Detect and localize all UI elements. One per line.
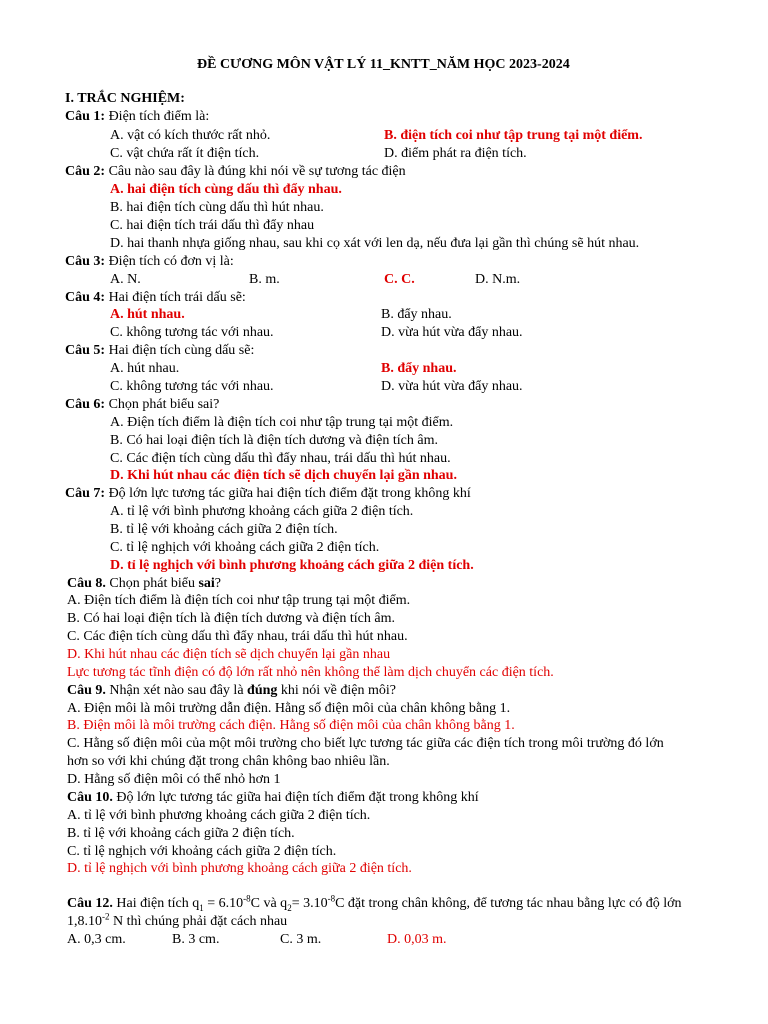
question-label: Câu 12. xyxy=(67,896,113,911)
question-text: Chọn phát biểu sai? xyxy=(105,397,220,412)
question-label: Câu 1: xyxy=(65,109,106,124)
question-label: Câu 2: xyxy=(65,164,106,179)
question-text: Nhận xét nào sau đây là xyxy=(105,683,248,698)
document-title: ĐỀ CƯƠNG MÔN VẬT LÝ 11_KNTT_NĂM HỌC 2023-2024 xyxy=(197,57,570,72)
section-heading: I. TRẮC NGHIỆM: xyxy=(65,91,185,106)
q1-option-d: D. điểm phát ra điện tích. xyxy=(384,146,527,161)
q5-option-a: A. hút nhau. xyxy=(110,361,180,376)
q3-option-a: A. N. xyxy=(110,272,141,287)
superscript: -8 xyxy=(327,893,336,904)
question-text: 1,8.10 xyxy=(67,914,102,929)
question-text: C và q xyxy=(250,896,288,911)
q8-option-a: A. Điện tích điểm là điện tích coi như tập trung tại một điểm. xyxy=(67,593,411,608)
question-text: Hai điện tích cùng dấu sẽ: xyxy=(105,343,255,358)
question-label: Câu 4: xyxy=(65,290,106,305)
superscript: -8 xyxy=(243,893,251,904)
q8-option-d: D. Khi hút nhau các điện tích sẽ dịch chuyển lại gần nhau xyxy=(67,647,391,662)
q4-option-b: B. đẩy nhau. xyxy=(381,307,452,322)
question-text: Điện tích có đơn vị là: xyxy=(105,254,234,269)
q7-option-a: A. tỉ lệ với bình phương khoảng cách giữa 2 điện tích. xyxy=(110,504,414,519)
q9-option-d: D. Hằng số điện môi có thể nhỏ hơn 1 xyxy=(67,772,281,787)
q3-option-c: C. C. xyxy=(384,272,415,287)
q4-option-a: A. hút nhau. xyxy=(110,307,185,322)
q10-option-b: B. tỉ lệ với khoảng cách giữa 2 điện tích. xyxy=(67,826,295,841)
question-label: Câu 6: xyxy=(65,397,106,412)
question-text: N thì chúng phải đặt cách nhau xyxy=(109,914,288,929)
q7-option-b: B. tỉ lệ với khoảng cách giữa 2 điện tích. xyxy=(110,522,338,537)
superscript: -2 xyxy=(102,911,110,922)
q7-option-d: D. tỉ lệ nghịch với bình phương khoảng cách giữa 2 điện tích. xyxy=(110,558,474,573)
question-label: Câu 5: xyxy=(65,343,106,358)
q5-option-c: C. không tương tác với nhau. xyxy=(110,379,274,394)
question-text-end: khi nói về điện môi? xyxy=(277,683,396,698)
q9-option-b: B. Điện môi là môi trường cách điện. Hằng số điện môi của chân không bằng 1. xyxy=(67,718,515,733)
question-label: Câu 9. xyxy=(67,683,106,698)
question-label: Câu 8. xyxy=(67,576,106,591)
question-2 xyxy=(65,163,406,180)
q8-note: Lực tương tác tĩnh điện có độ lớn rất nhỏ nên không thể làm dịch chuyển các điện tích. xyxy=(67,665,554,680)
subscript: 1 xyxy=(199,902,204,913)
q6-option-b: B. Có hai loại điện tích là điện tích dương và điện tích âm. xyxy=(110,433,438,448)
q2-option-d: D. hai thanh nhựa giống nhau, sau khi cọ xát với len dạ, nếu đưa lại gần thì chúng sẽ hút nhau. xyxy=(110,236,640,251)
q12-option-a: A. 0,3 cm. xyxy=(67,932,126,947)
q2-option-b: B. hai điện tích cùng dấu thì hút nhau. xyxy=(110,200,324,215)
q4-option-d: D. vừa hút vừa đẩy nhau. xyxy=(381,325,523,340)
q1-option-b: B. điện tích coi như tập trung tại một điểm. xyxy=(384,128,643,143)
question-5 xyxy=(65,342,254,359)
question-text: = 3.10 xyxy=(291,896,328,911)
question-text: Hai điện tích trái dấu sẽ: xyxy=(105,290,246,305)
question-text: Độ lớn lực tương tác giữa hai điện tích điểm đặt trong không khí xyxy=(112,790,479,805)
q12-option-b: B. 3 cm. xyxy=(172,932,220,947)
question-text-end: ? xyxy=(214,576,222,591)
question-text: Hai điện tích q xyxy=(112,896,200,911)
q6-option-a: A. Điện tích điểm là điện tích coi như tập trung tại một điểm. xyxy=(110,415,454,430)
q9-option-a: A. Điện môi là môi trường dẫn điện. Hằng số điện môi của chân không bằng 1. xyxy=(67,701,511,716)
question-text: Câu nào sau đây là đúng khi nói về sự tương tác điện xyxy=(105,164,406,179)
q1-option-a: A. vật có kích thước rất nhỏ. xyxy=(110,128,271,143)
question-8 xyxy=(67,575,221,592)
q2-option-a: A. hai điện tích cùng dấu thì đẩy nhau. xyxy=(110,182,342,197)
q9-option-c-line2: hơn so với khi chúng đặt trong chân không bao nhiêu lần. xyxy=(67,754,390,769)
q2-option-c: C. hai điện tích trái dấu thì đẩy nhau xyxy=(110,218,315,233)
q9-option-c-line1: C. Hằng số điện môi của một môi trường cho biết lực tương tác giữa các điện tích trong môi trường đó lớn xyxy=(67,736,664,751)
q12-option-c: C. 3 m. xyxy=(280,932,322,947)
subscript: 2 xyxy=(287,902,292,913)
question-text: Chọn phát biểu xyxy=(105,576,199,591)
question-emphasis: đúng xyxy=(247,683,278,698)
question-text: = 6.10 xyxy=(203,896,244,911)
question-3 xyxy=(65,253,234,270)
q8-option-b: B. Có hai loại điện tích là điện tích dương và điện tích âm. xyxy=(67,611,395,626)
question-7 xyxy=(65,485,471,502)
question-9 xyxy=(67,682,396,699)
q5-option-b: B. đẩy nhau. xyxy=(381,361,457,376)
question-label: Câu 10. xyxy=(67,790,113,805)
q6-option-d: D. Khi hút nhau các điện tích sẽ dịch chuyển lại gần nhau. xyxy=(110,468,457,483)
q10-option-a: A. tỉ lệ với bình phương khoảng cách giữa 2 điện tích. xyxy=(67,808,371,823)
q8-option-c: C. Các điện tích cùng dấu thì đẩy nhau, trái dấu thì hút nhau. xyxy=(67,629,408,644)
question-text: Độ lớn lực tương tác giữa hai điện tích điểm đặt trong không khí xyxy=(105,486,471,501)
q5-option-d: D. vừa hút vừa đẩy nhau. xyxy=(381,379,523,394)
question-10 xyxy=(67,789,479,806)
question-emphasis: sai xyxy=(198,576,215,591)
question-1 xyxy=(65,108,209,125)
question-label: Câu 7: xyxy=(65,486,106,501)
q4-option-c: C. không tương tác với nhau. xyxy=(110,325,274,340)
question-6 xyxy=(65,396,219,413)
q1-option-c: C. vật chứa rất ít điện tích. xyxy=(110,146,260,161)
question-12-line2 xyxy=(67,913,287,930)
q3-option-d: D. N.m. xyxy=(475,272,521,287)
q6-option-c: C. Các điện tích cùng dấu thì đẩy nhau, trái dấu thì hút nhau. xyxy=(110,451,451,466)
question-text: Điện tích điểm là: xyxy=(105,109,210,124)
q10-option-c: C. tỉ lệ nghịch với khoảng cách giữa 2 điện tích. xyxy=(67,844,337,859)
question-4 xyxy=(65,289,246,306)
q7-option-c: C. tỉ lệ nghịch với khoảng cách giữa 2 điện tích. xyxy=(110,540,380,555)
question-label: Câu 3: xyxy=(65,254,106,269)
question-text: C đặt trong chân không, để tương tác nhau bằng lực có độ lớn xyxy=(335,896,682,911)
q10-option-d: D. tỉ lệ nghịch với bình phương khoảng cách giữa 2 điện tích. xyxy=(67,861,412,876)
question-12 xyxy=(67,895,682,912)
q12-option-d: D. 0,03 m. xyxy=(387,932,447,947)
q3-option-b: B. m. xyxy=(249,272,280,287)
